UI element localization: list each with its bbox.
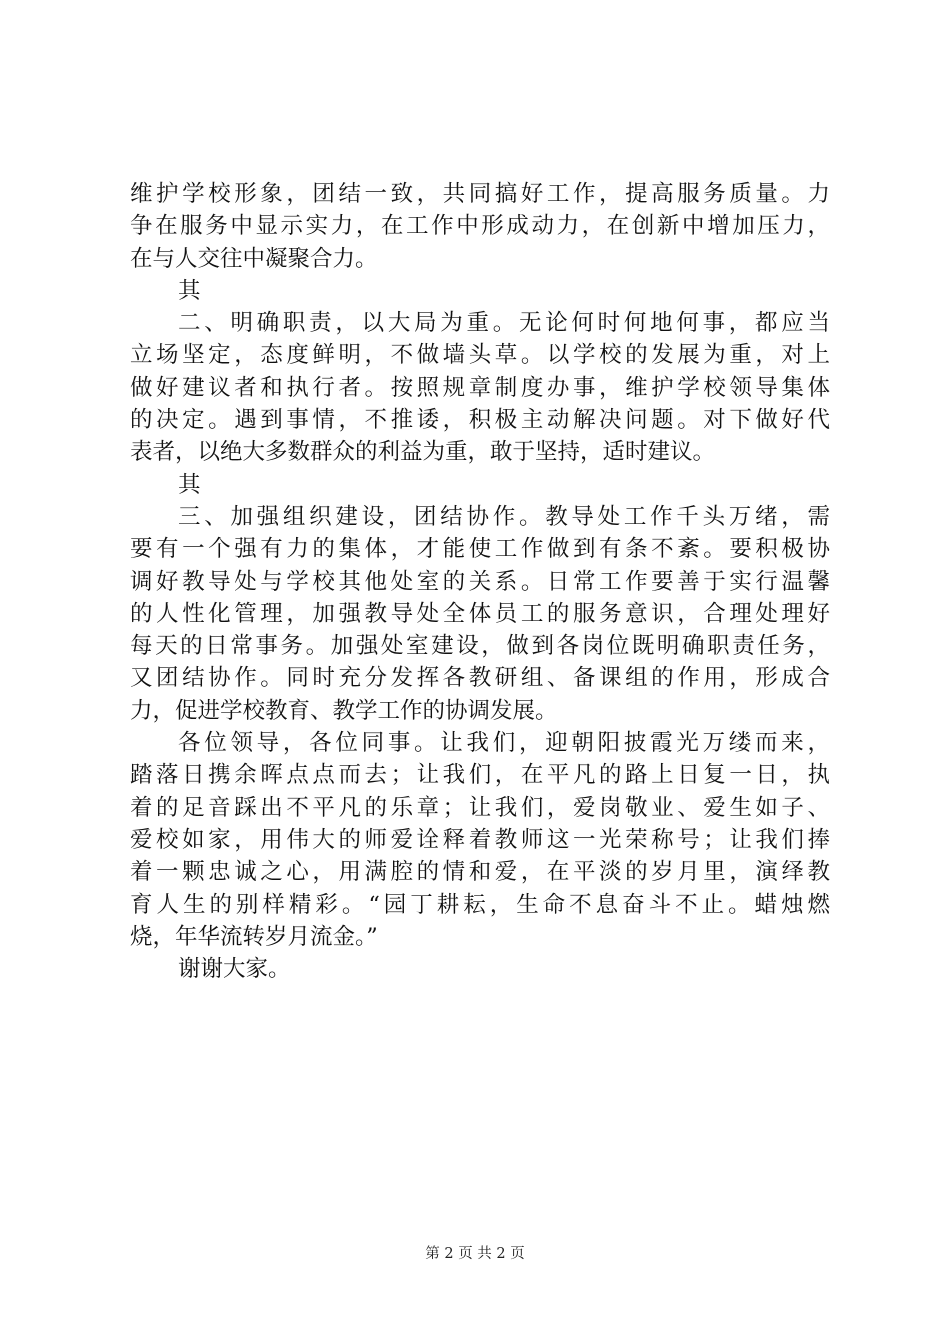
paragraph — [130, 307, 830, 468]
paragraph — [130, 178, 830, 275]
text-line: 烧，年华流转岁月流金。” — [130, 923, 378, 950]
text-line: 各位领导，各位同事。让我们，迎朝阳披霞光万缕而来， — [178, 730, 830, 757]
paragraph — [130, 275, 830, 307]
text-line: 调好教导处与学校其他处室的关系。日常工作要善于实行温馨 — [130, 568, 830, 595]
paragraph — [130, 501, 830, 727]
text-line: 爱校如家，用伟大的师爱诠释着教师这一光荣称号；让我们捧 — [130, 826, 830, 853]
text-line: 立场坚定，态度鲜明，不做墙头草。以学校的发展为重，对上 — [130, 342, 830, 369]
text-line: 力，促进学校教育、教学工作的协调发展。 — [130, 697, 558, 724]
text-line: 争在服务中显示实力，在工作中形成动力，在创新中增加压力， — [130, 213, 830, 240]
text-line: 做好建议者和执行者。按照规章制度办事，维护学校领导集体 — [130, 374, 830, 401]
text-line: 踏落日携余晖点点而去；让我们，在平凡的路上日复一日，执 — [130, 762, 830, 789]
paragraph — [130, 469, 830, 501]
text-line: 又团结协作。同时充分发挥各教研组、备课组的作用，形成合 — [130, 665, 830, 692]
text-line: 谢谢大家。 — [178, 956, 291, 983]
text-line: 其 — [178, 471, 201, 498]
text-line: 育人生的别样精彩。“园丁耕耘，生命不息奋斗不止。蜡烛燃 — [130, 891, 830, 918]
paragraph — [130, 953, 830, 985]
text-line: 表者，以绝大多数群众的利益为重，敢于坚持，适时建议。 — [130, 439, 716, 466]
text-line: 着一颗忠诚之心，用满腔的情和爱，在平淡的岁月里，演绎教 — [130, 859, 830, 886]
text-line: 每天的日常事务。加强处室建设，做到各岗位既明确职责任务， — [130, 633, 830, 660]
text-line: 的人性化管理，加强教导处全体员工的服务意识，合理处理好 — [130, 600, 830, 627]
text-line: 要有一个强有力的集体，才能使工作做到有条不紊。要积极协 — [130, 536, 830, 563]
paragraph — [130, 727, 830, 953]
page-footer: 第 2 页 共 2 页 — [425, 1246, 525, 1262]
text-line: 在与人交往中凝聚合力。 — [130, 245, 378, 272]
text-line: 二、明确职责，以大局为重。无论何时何地何事，都应当 — [178, 310, 830, 337]
text-line: 的决定。遇到事情，不推诿，积极主动解决问题。对下做好代 — [130, 407, 830, 434]
text-line: 维护学校形象，团结一致，共同搞好工作，提高服务质量。力 — [130, 181, 830, 207]
document-body — [130, 178, 830, 985]
text-line: 其 — [178, 277, 201, 304]
text-line: 着的足音踩出不平凡的乐章；让我们，爱岗敬业、爱生如子、 — [130, 794, 830, 821]
text-line: 三、加强组织建设，团结协作。教导处工作千头万绪，需 — [178, 503, 830, 530]
